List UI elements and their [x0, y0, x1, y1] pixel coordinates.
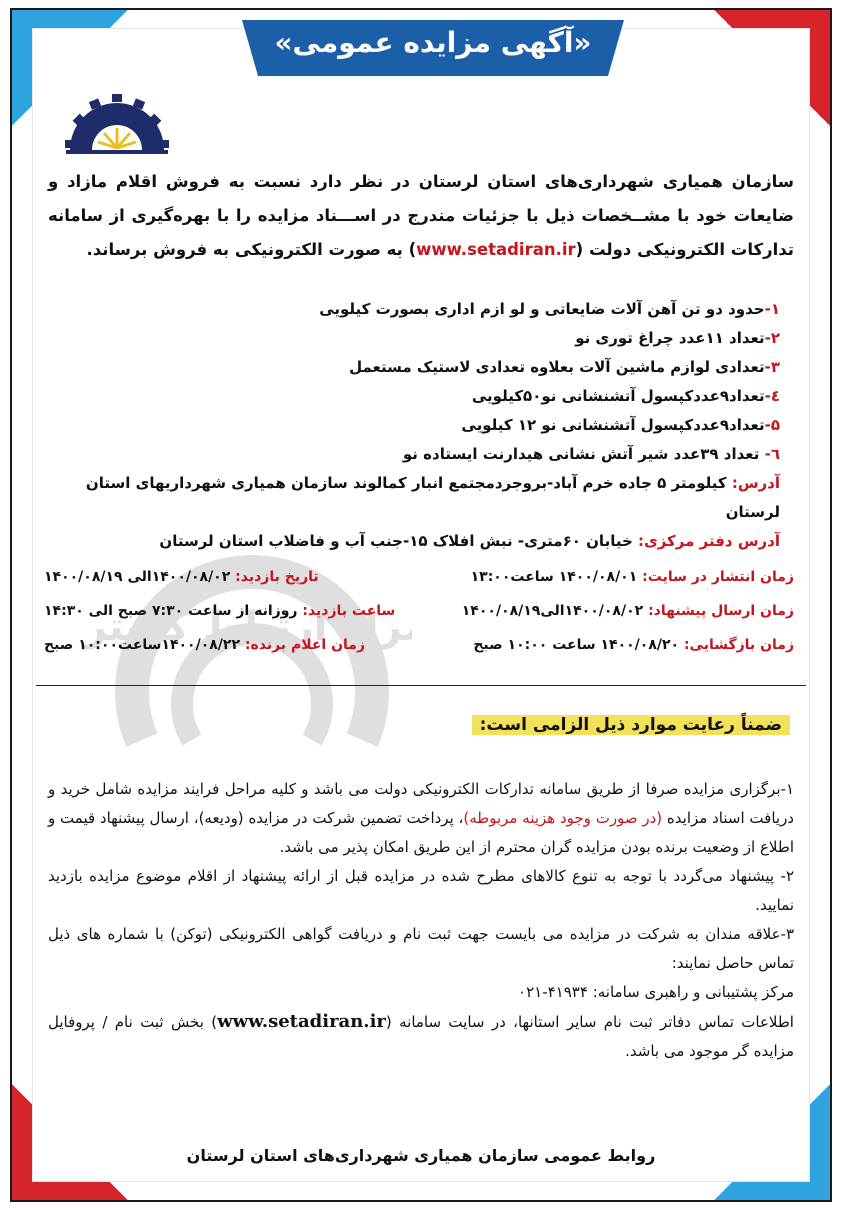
opening-value: ۱۴۰۰/۰۸/۲۰ ساعت ۱۰:۰۰ صبح	[473, 637, 684, 653]
footer-signature: روابط عمومی سازمان همیاری شهرداری‌های استان لرستان	[186, 1146, 656, 1165]
list-item	[52, 295, 780, 324]
condition-1-note: (در صورت وجود هزینه مربوطه)	[463, 809, 663, 827]
address-value: کیلومتر ۵ جاده خرم آباد-بروجردمجتمع انبار کمالوند سازمان همیاری شهرداریهای استان لرستان	[85, 474, 780, 521]
visit-date-label: تاریخ بازدید:	[235, 569, 319, 585]
condition-1-end: ، پرداخت تضمین شرکت در مزایده (ودیعه)، ارسال پیشنهاد قیمت و اطلاع از وضعیت برنده بودن مزایده گران محترم از این طریق امکان پذیر می باشد.	[48, 809, 794, 856]
item-text: تعدادی لوازم ماشین آلات بعلاوه تعدادی لاستیک مستعمل	[349, 358, 765, 376]
visit-time-value: روزانه از ساعت ۷:۳۰ صبح الی ۱۴:۳۰	[44, 603, 303, 619]
condition-3: ۳-علاقه مندان به شرکت در مزایده می بایست جهت ثبت نام و دریافت گواهی الکترونیکی (توکن) با شماره های ذیل تماس حاصل نمایند:	[48, 925, 794, 972]
visit-time-label: ساعت بازدید:	[302, 603, 396, 619]
notice-frame	[10, 8, 832, 1202]
item-number: ۲-	[764, 329, 780, 347]
visit-time	[44, 603, 395, 619]
item-number: ۵-	[764, 416, 780, 434]
registration-info-end: ) بخش ثبت نام / پروفایل مزایده گر موجود می باشد.	[48, 1013, 794, 1060]
opening-time	[473, 637, 794, 653]
item-text: تعداد ۳۹عدد شیر آتش نشانی هیدارنت ایستاده نو	[402, 445, 765, 463]
item-number: ۳-	[764, 358, 780, 376]
item-text: تعداد۹عددکپسول آتشنشانی نو۵۰کیلویی	[471, 387, 765, 405]
opening-label: زمان بازگشایی:	[683, 637, 794, 653]
item-text: تعداد ۱۱عدد چراغ توری نو	[575, 329, 765, 347]
office-address-value: خیابان ۶۰متری- نبش افلاک ۱۵-جنب آب و فاضلاب استان لرستان	[159, 532, 638, 550]
title-banner	[242, 20, 624, 76]
list-item	[52, 411, 780, 440]
winner-time	[44, 637, 365, 653]
watermark-text: راه ارتباط گستر	[83, 604, 404, 650]
winner-value: ۱۴۰۰/۰۸/۲۲ساعت۱۰:۰۰ صبح	[44, 637, 245, 653]
publish-label: زمان انتشار در سایت:	[642, 569, 794, 585]
registration-info	[48, 1007, 794, 1066]
publish-time	[471, 569, 794, 585]
setadiran-link-2[interactable]: www.setadiran.ir	[217, 1011, 386, 1032]
condition-2: ۲- پیشنهاد می‌گردد با توجه به تنوع کالاهای مطرح شده در مزایده قبل از ارائه پیشنهاد از اقلام موضوع مزایده بازدید نمایید.	[48, 867, 794, 914]
setadiran-link[interactable]: www.setadiran.ir	[416, 240, 576, 259]
list-item	[52, 353, 780, 382]
intro-text-start: سازمان همیاری شهرداری‌های استان لرستان در نظر دارد نسبت به فروش اقلام مازاد و ضایعات خود با مشــخصات ذیل با جزئیات مندرج در اســـناد مزایده را با بهره‌گیری از سامانه تدارکات الکترونیکی دولت (	[48, 172, 794, 259]
submit-label: زمان ارسال پیشنهاد:	[648, 603, 794, 619]
list-item	[52, 324, 780, 353]
item-number: ٦-	[764, 445, 780, 463]
intro-text-end: ) به صورت الکترونیکی به فروش برساند.	[86, 240, 417, 259]
visit-date-value: ۱۴۰۰/۰۸/۰۲الی ۱۴۰۰/۰۸/۱۹	[44, 569, 236, 585]
list-item	[52, 382, 780, 411]
submit-value: ۱۴۰۰/۰۸/۰۲الی۱۴۰۰/۰۸/۱۹	[461, 603, 649, 619]
list-item	[52, 440, 780, 469]
section-divider	[36, 685, 806, 686]
publish-value: ۱۴۰۰/۰۸/۰۱ ساعت۱۳:۰۰	[470, 569, 643, 585]
schedule-block	[36, 565, 806, 665]
winner-label: زمان اعلام برنده:	[244, 637, 365, 653]
item-number: ٤-	[764, 387, 780, 405]
organization-logo-icon	[62, 88, 172, 158]
condition-1	[48, 775, 794, 862]
office-address-label: آدرس دفتر مرکزی:	[637, 532, 780, 550]
visit-date	[44, 569, 319, 585]
item-number: ۱-	[764, 300, 780, 318]
submit-time	[462, 603, 794, 619]
support-center: مرکز پشتیبانی و راهبری سامانه: ۴۱۹۳۴-۰۲۱	[518, 983, 794, 1001]
address-label: آدرس:	[731, 474, 780, 492]
notice-title: «آگهی مزایده عمومی»	[274, 26, 592, 59]
item-text: حدود دو تن آهن آلات ضایعاتی و لو ازم اداری بصورت کیلویی	[319, 300, 765, 318]
conditions-title: ضمناً رعایت موارد ذیل الزامی است:	[472, 715, 790, 735]
item-text: تعداد۹عددکپسول آتشنشانی نو ۱۲ کیلویی	[461, 416, 765, 434]
registration-info-start: اطلاعات تماس دفاتر ثبت نام سایر استانها، در سایت سامانه (	[385, 1013, 794, 1031]
conditions-list	[48, 775, 794, 1066]
condition-1-start: ۱-برگزاری مزایده صرفا از طریق سامانه تدارکات الکترونیکی دولت می باشد و کلیه مراحل فرایند مزایده شامل خرید و دریافت اسناد مزایده	[48, 780, 794, 827]
intro-paragraph	[48, 165, 794, 267]
